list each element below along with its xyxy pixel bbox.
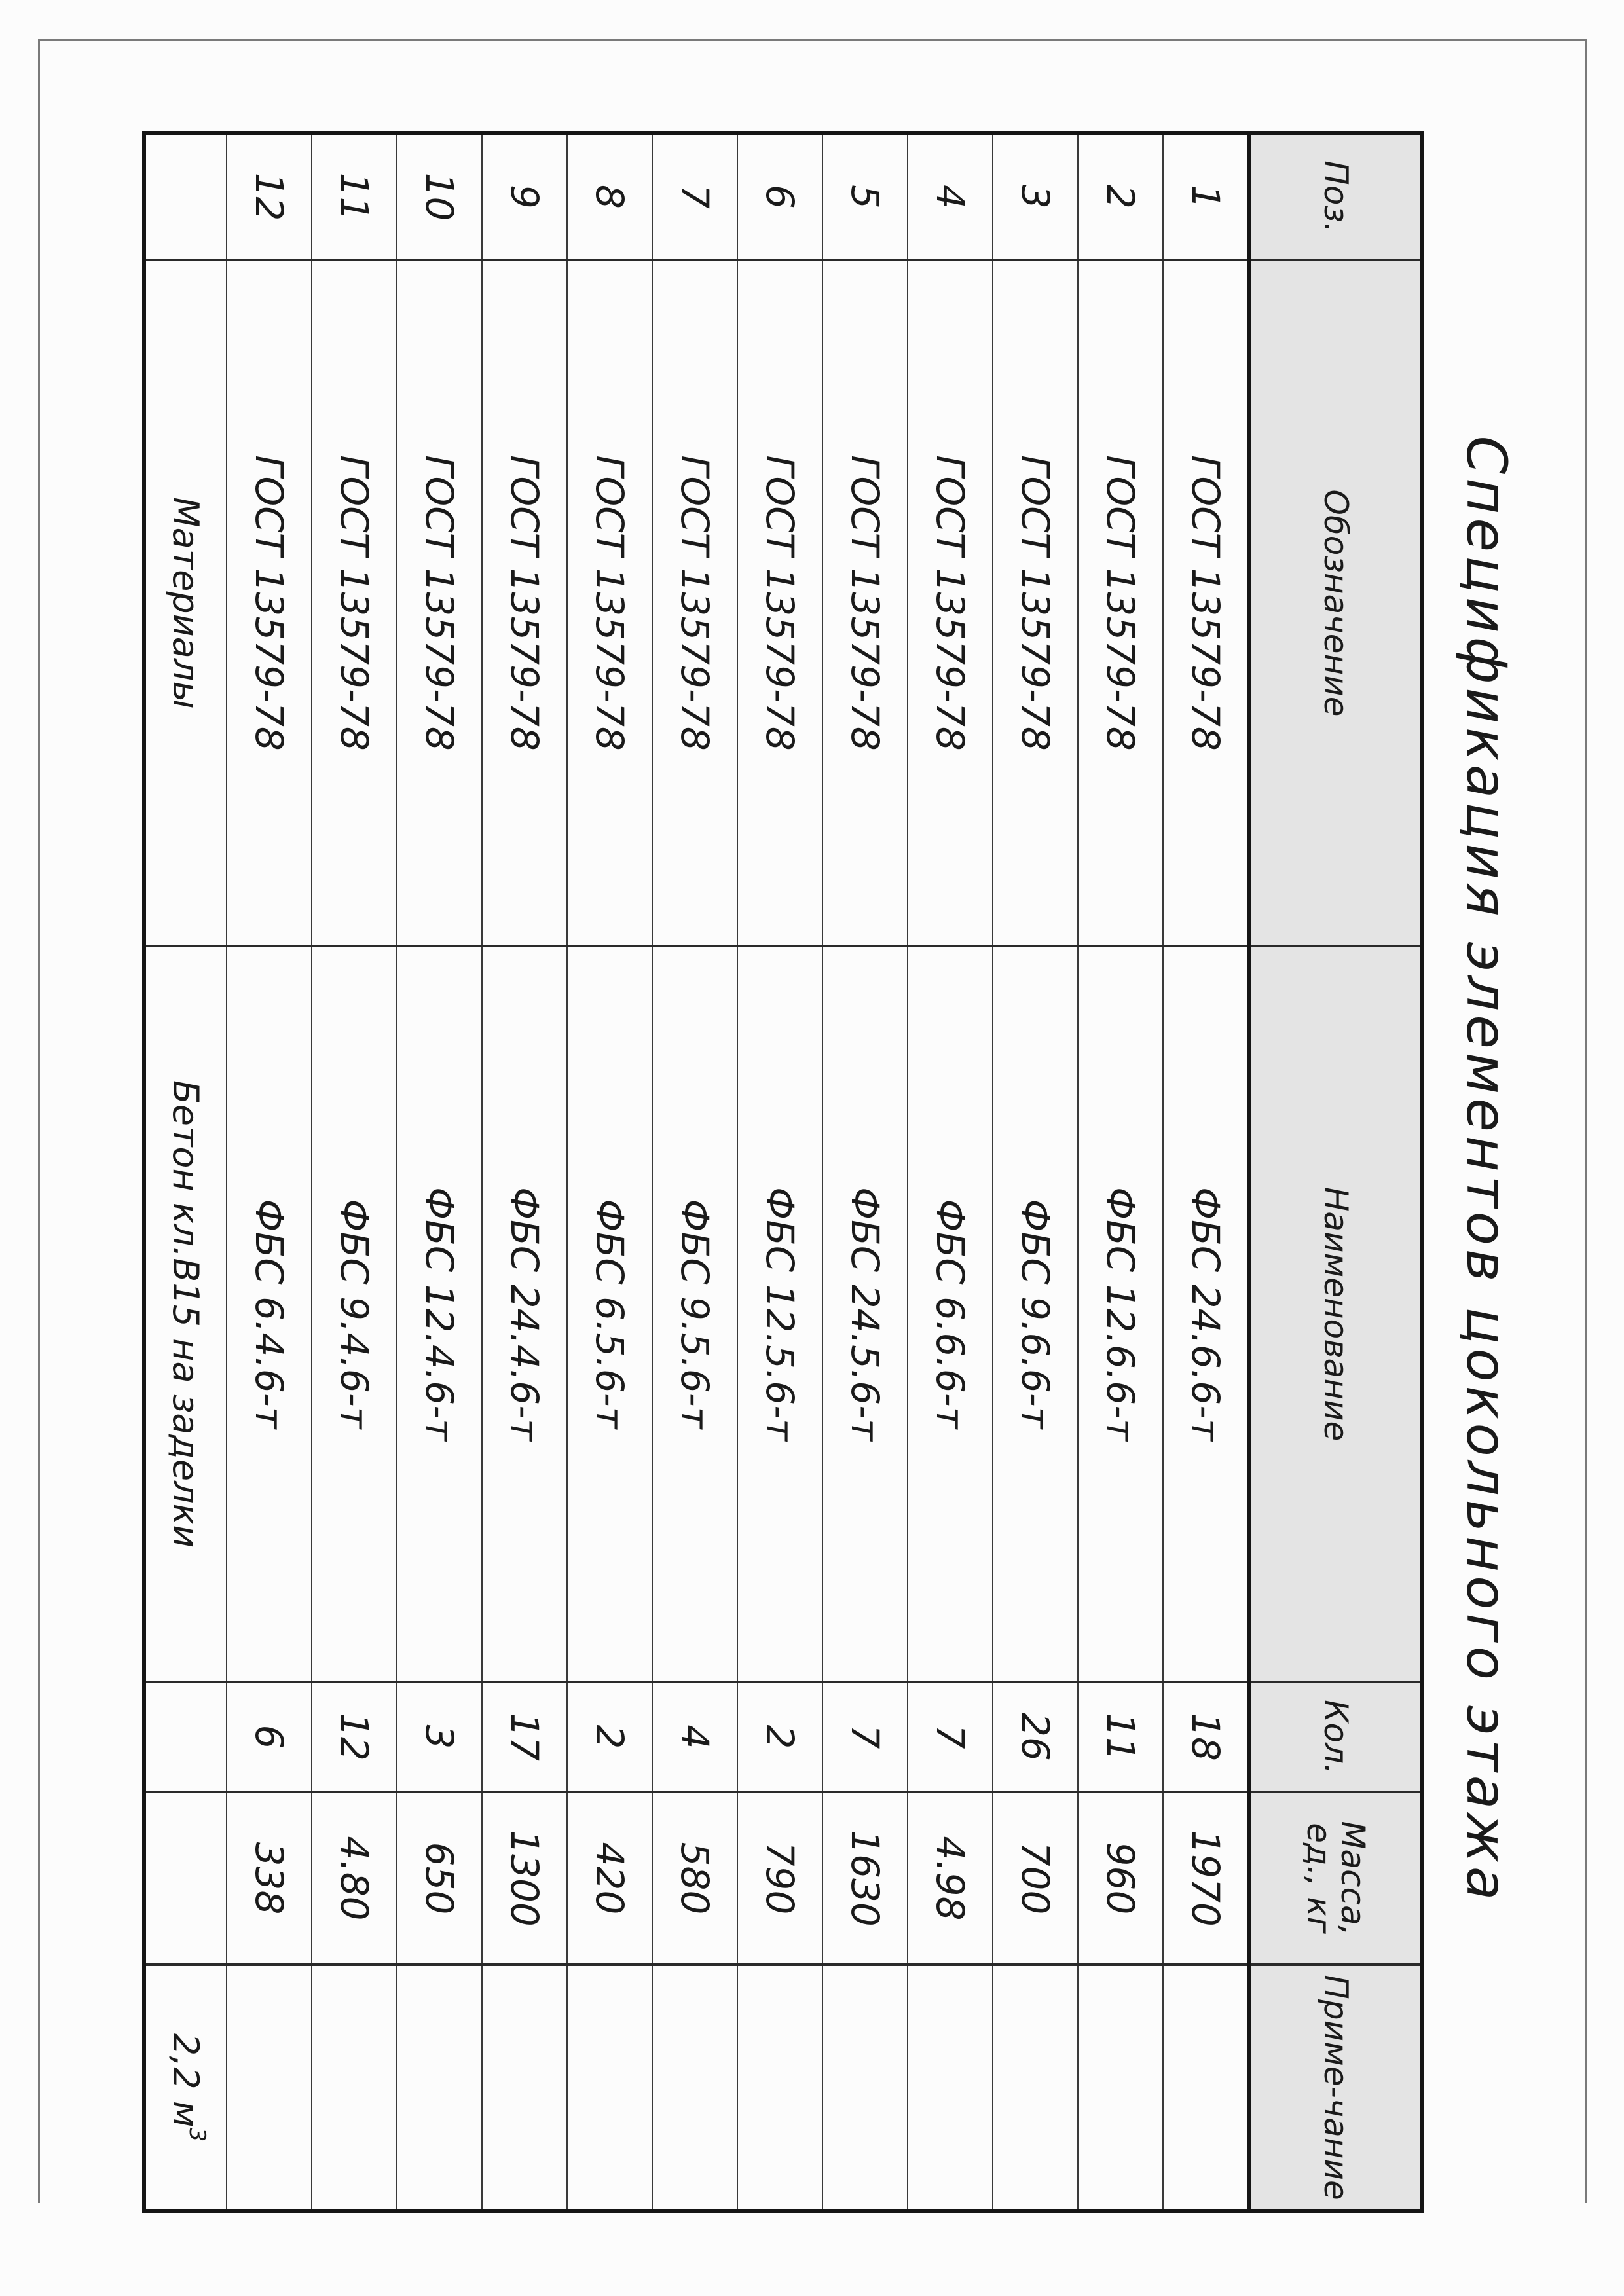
cell-designation: ГОСТ 13579-78 — [737, 260, 822, 946]
cell-qty: 2 — [737, 1682, 822, 1792]
materials-row — [144, 133, 227, 2211]
cell-mass: 420 — [567, 1792, 652, 1965]
table-row — [397, 133, 482, 2211]
cell-pos: 9 — [482, 133, 567, 260]
cell-designation: ГОСТ 13579-78 — [1163, 260, 1249, 946]
cell-mass: 4.80 — [312, 1792, 397, 1965]
cell-pos: 6 — [737, 133, 822, 260]
cell-mass: 1970 — [1163, 1792, 1249, 1965]
cell-note — [993, 1965, 1078, 2211]
cell-pos: 11 — [312, 133, 397, 260]
cell-mass: 1630 — [822, 1792, 908, 1965]
cell-pos: 2 — [1078, 133, 1163, 260]
cell-name: ФБС 12.4.6-т — [397, 946, 482, 1682]
rotated-content — [160, 131, 1549, 2209]
cell-qty: 7 — [822, 1682, 908, 1792]
table-row — [652, 133, 737, 2211]
cell-pos: 8 — [567, 133, 652, 260]
header-designation: Обозначение — [1249, 260, 1422, 946]
cell-name: ФБС 24.4.6-т — [482, 946, 567, 1682]
cell-qty: 4 — [652, 1682, 737, 1792]
materials-note-value: 2,2 м — [165, 2033, 207, 2128]
cell-designation: ГОСТ 13579-78 — [312, 260, 397, 946]
cell-name: ФБС 12.5.6-т — [737, 946, 822, 1682]
cell-note — [397, 1965, 482, 2211]
header-name: Наименование — [1249, 946, 1422, 1682]
header-mass: Масса, ед., кг — [1249, 1792, 1422, 1965]
table-row — [482, 133, 567, 2211]
materials-name: Бетон кл.В15 на заделки — [144, 946, 227, 1682]
cell-qty: 2 — [567, 1682, 652, 1792]
table-row — [312, 133, 397, 2211]
cell-pos: 12 — [227, 133, 312, 260]
cell-mass: 650 — [397, 1792, 482, 1965]
cell-note — [482, 1965, 567, 2211]
table-row — [908, 133, 993, 2211]
cell-qty: 6 — [227, 1682, 312, 1792]
cell-note — [652, 1965, 737, 2211]
table-row — [737, 133, 822, 2211]
cell-name: ФБС 12.6.6-т — [1078, 946, 1163, 1682]
header-note: Приме-чание — [1249, 1965, 1422, 2211]
cell-mass: 338 — [227, 1792, 312, 1965]
cell-name: ФБС 9.6.6-т — [993, 946, 1078, 1682]
cell-mass: 1300 — [482, 1792, 567, 1965]
cell-mass — [144, 1792, 227, 1965]
cell-qty: 18 — [1163, 1682, 1249, 1792]
table-row — [1163, 133, 1249, 2211]
cell-mass: 580 — [652, 1792, 737, 1965]
cell-mass: 790 — [737, 1792, 822, 1965]
cell-mass: 4.98 — [908, 1792, 993, 1965]
cell-note — [1078, 1965, 1163, 2211]
cell-name: ФБС 24.5.6-т — [822, 946, 908, 1682]
cell-pos: 4 — [908, 133, 993, 260]
table-row — [993, 133, 1078, 2211]
cell-name: ФБС 6.5.6-т — [567, 946, 652, 1682]
cell-qty: 3 — [397, 1682, 482, 1792]
table-row — [567, 133, 652, 2211]
cell-qty: 11 — [1078, 1682, 1163, 1792]
cell-designation: ГОСТ 13579-78 — [652, 260, 737, 946]
cell-qty: 12 — [312, 1682, 397, 1792]
cell-designation: ГОСТ 13579-78 — [1078, 260, 1163, 946]
table-header-row — [1249, 133, 1422, 2211]
header-qty: Кол. — [1249, 1682, 1422, 1792]
cell-designation: ГОСТ 13579-78 — [397, 260, 482, 946]
cell-pos: 7 — [652, 133, 737, 260]
cell-name: ФБС 6.4.6-т — [227, 946, 312, 1682]
cell-note — [908, 1965, 993, 2211]
cell-note — [312, 1965, 397, 2211]
cell-qty: 7 — [908, 1682, 993, 1792]
document-title: Спецификация элементов цокольного этажа — [1454, 435, 1519, 1904]
cell-designation: ГОСТ 13579-78 — [822, 260, 908, 946]
cell-qty: 17 — [482, 1682, 567, 1792]
materials-note-unit-sup: 3 — [184, 2127, 211, 2142]
materials-note — [144, 1965, 227, 2211]
header-pos: Поз. — [1249, 133, 1422, 260]
cell-name: ФБС 6.6.6-т — [908, 946, 993, 1682]
cell-designation: ГОСТ 13579-78 — [993, 260, 1078, 946]
table-row — [1078, 133, 1163, 2211]
cell-mass: 700 — [993, 1792, 1078, 1965]
cell-mass: 960 — [1078, 1792, 1163, 1965]
cell-pos: 1 — [1163, 133, 1249, 260]
specification-table — [142, 131, 1424, 2213]
cell-pos: 5 — [822, 133, 908, 260]
cell-designation: ГОСТ 13579-78 — [227, 260, 312, 946]
cell-designation: ГОСТ 13579-78 — [567, 260, 652, 946]
cell-pos: 3 — [993, 133, 1078, 260]
cell-note — [1163, 1965, 1249, 2211]
cell-name: ФБС 9.5.6-т — [652, 946, 737, 1682]
cell-note — [822, 1965, 908, 2211]
cell-qty: 26 — [993, 1682, 1078, 1792]
cell-designation: ГОСТ 13579-78 — [482, 260, 567, 946]
cell-pos — [144, 133, 227, 260]
cell-note — [737, 1965, 822, 2211]
table-row — [227, 133, 312, 2211]
cell-qty — [144, 1682, 227, 1792]
cell-name: ФБС 9.4.6-т — [312, 946, 397, 1682]
cell-pos: 10 — [397, 133, 482, 260]
cell-note — [227, 1965, 312, 2211]
cell-note — [567, 1965, 652, 2211]
materials-label: Материалы — [144, 260, 227, 946]
cell-designation: ГОСТ 13579-78 — [908, 260, 993, 946]
table-row — [822, 133, 908, 2211]
cell-name: ФБС 24.6.6-т — [1163, 946, 1249, 1682]
